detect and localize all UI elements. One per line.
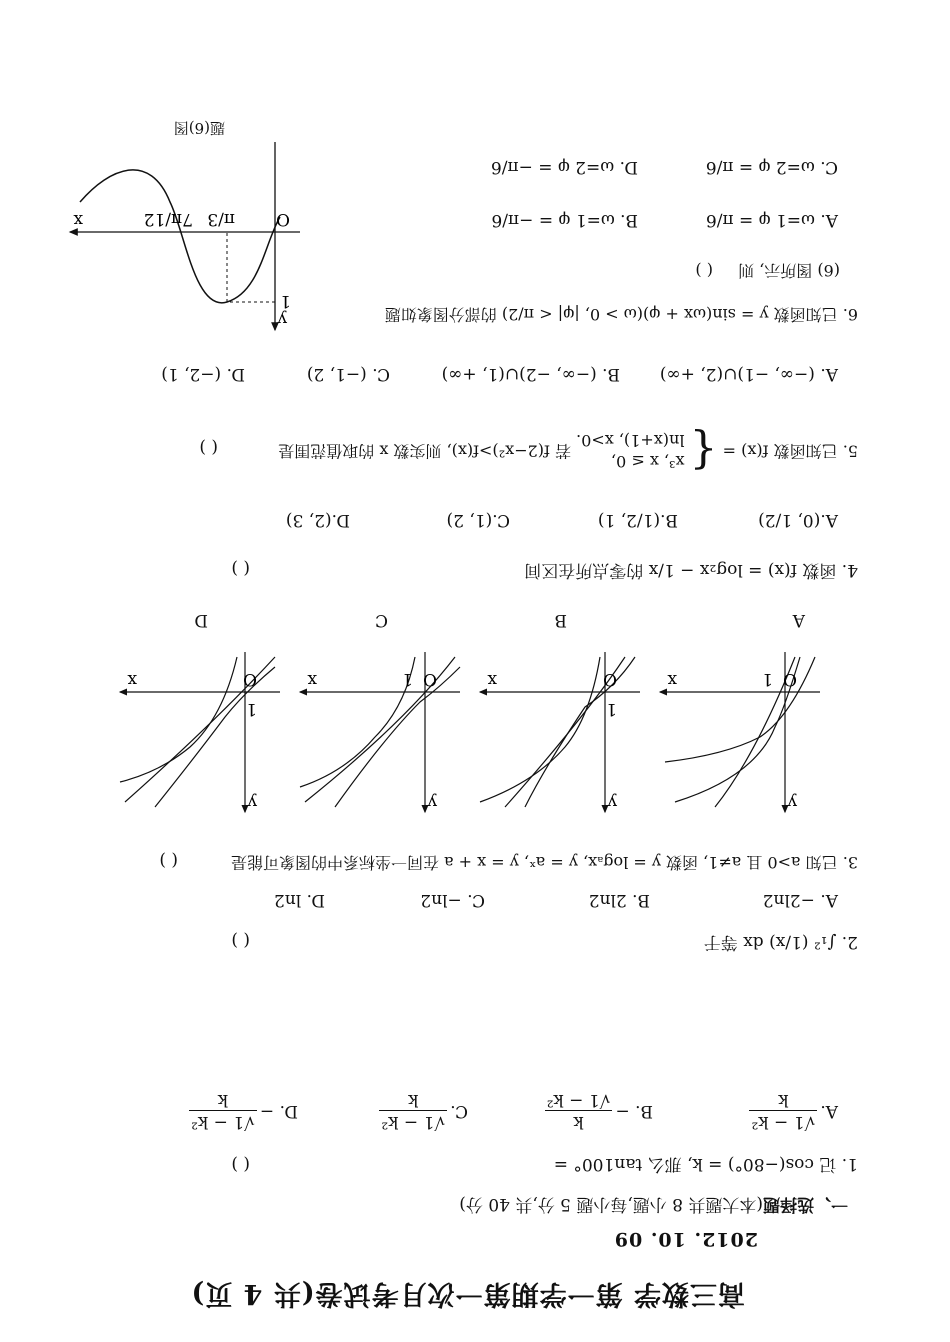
svg-text:O: O [423, 669, 437, 689]
q5-brace: { [689, 425, 718, 476]
q5-stem-pre: 已知函数 f(x) = [722, 441, 838, 461]
q6-option-d: D. ω=2 φ = −π/6 [490, 157, 638, 177]
question-5 [278, 425, 858, 476]
q3-graph-c [300, 652, 460, 812]
question-6 [385, 304, 858, 324]
q5-option-d: D. (−2, 1) [161, 364, 245, 384]
q6-option-a: A. ω=1 φ = π/6 [705, 210, 838, 230]
q1-option-c: C. √1 − k² k [381, 1089, 468, 1132]
q3-label-a: A [792, 610, 805, 630]
q5-number: 5. [842, 441, 858, 461]
q1-number: 1. [841, 1154, 858, 1174]
q5-option-b: B. (−∞, −2)∪(1, +∞) [441, 364, 620, 384]
q5-piece-2: ln(x+1), x>0. [576, 431, 685, 450]
section-desc: (本大题共 8 小题,每小题 5 分,共 40 分) [459, 1194, 763, 1214]
q5-answer-blank: ( ) [199, 437, 218, 457]
svg-text:x: x [667, 670, 677, 690]
q3-graph-b [480, 652, 640, 812]
q3-label-c: C [374, 610, 388, 630]
q6-sine-graph [65, 132, 305, 342]
svg-text:y: y [427, 792, 437, 812]
svg-text:y: y [607, 792, 617, 812]
q3-graphs [105, 647, 825, 817]
q2-answer-blank: ( ) [231, 930, 250, 950]
q4-option-a: A.(0, 1/2) [758, 510, 838, 530]
svg-text:O: O [276, 209, 290, 229]
question-2 [704, 931, 858, 952]
svg-text:1: 1 [762, 669, 773, 689]
q3-label-d: D [194, 610, 208, 630]
q1-option-b: B. − k √1 − k² [546, 1089, 653, 1132]
q3-graph-a [660, 652, 820, 812]
q1-option-d: D. − √1 − k² k [191, 1089, 298, 1132]
q5-option-c: C. (−1, 2) [306, 364, 390, 384]
q6-number: 6. [842, 305, 858, 324]
q2-option-c: C. −ln2 [420, 890, 485, 910]
q5-option-a: A. (−∞, −1)∪(2, +∞) [659, 364, 838, 384]
q1-answer-blank: ( ) [231, 1154, 250, 1174]
q2-option-a: A. −2ln2 [762, 890, 838, 910]
svg-text:x: x [307, 670, 317, 690]
q3-number: 3. [842, 853, 858, 872]
svg-text:π/3: π/3 [207, 209, 235, 229]
svg-text:1: 1 [606, 699, 617, 719]
question-3 [231, 852, 858, 872]
svg-text:7π/12: 7π/12 [143, 209, 193, 229]
svg-text:1: 1 [246, 699, 257, 719]
q3-stem: 已知 a>0 且 a≠1, 函数 y = logₐx, y = aˣ, y = x + a 在同一坐标系中的图象可能是 [230, 853, 838, 872]
svg-text:O: O [783, 669, 797, 689]
q1-stem: 记 cos(−80°) = k, 那么 tan100° = [553, 1154, 837, 1174]
exam-date: 2012. 10. 09 [613, 1228, 758, 1250]
q6-stem: 已知函数 y = sin(ωx + φ)(ω > 0, |φ| < π/2) 的部分图象如题 [384, 305, 838, 324]
q4-option-d: D.(2, 3) [285, 510, 350, 530]
q6-option-b: B. ω=1 φ = −π/6 [491, 210, 638, 230]
q6-figure-caption: 题(6)图 [173, 119, 225, 137]
svg-text:y: y [247, 792, 257, 812]
q4-number: 4. [841, 560, 858, 580]
page-title: 高三数学 第一学期第一次月考试卷(共 4 页) [190, 1278, 745, 1309]
q5-piece-1: x³, x ≤ 0, [610, 451, 685, 471]
q5-stem-post: 若 f(2−x²)>f(x), 则实数 x 的取值范围是 [278, 441, 571, 461]
q4-answer-blank: ( ) [231, 558, 250, 578]
svg-text:x: x [487, 670, 497, 690]
svg-text:1: 1 [280, 291, 291, 311]
q3-answer-blank: ( ) [159, 850, 178, 870]
q6-sine-curve [80, 170, 280, 303]
q4-option-c: C.(1, 2) [446, 510, 510, 530]
svg-text:x: x [73, 210, 83, 230]
q2-option-b: B. 2ln2 [588, 890, 650, 910]
svg-text:1: 1 [402, 669, 413, 689]
section-label: 一、选择题 [763, 1194, 848, 1214]
q3-graph-d [120, 652, 280, 812]
q6-option-c: C. ω=2 φ = π/6 [705, 157, 838, 177]
q2-option-d: D. ln2 [273, 890, 325, 910]
q6-stem-line-2: (6) 图所示, 则 ( ) [695, 261, 840, 280]
svg-text:y: y [787, 792, 797, 812]
svg-text:O: O [243, 669, 257, 689]
question-4 [524, 559, 858, 580]
q1-option-a: A. √1 − k² k [751, 1089, 838, 1132]
question-1 [554, 1153, 858, 1174]
q2-stem: ∫₁² (1/x) dx 等于 [703, 932, 837, 952]
q4-stem: 函数 f(x) = log₂x − 1/x 的零点所在区间 [524, 560, 837, 580]
q6-answer-blank: ( ) [695, 261, 713, 280]
q5-piecewise [576, 429, 684, 471]
svg-text:y: y [277, 309, 287, 329]
q4-option-b: B.(1/2, 1) [597, 510, 678, 530]
svg-text:x: x [127, 670, 137, 690]
section-heading [459, 1193, 848, 1214]
q3-label-b: B [554, 610, 567, 630]
q2-number: 2. [841, 932, 858, 952]
svg-text:O: O [603, 669, 617, 689]
